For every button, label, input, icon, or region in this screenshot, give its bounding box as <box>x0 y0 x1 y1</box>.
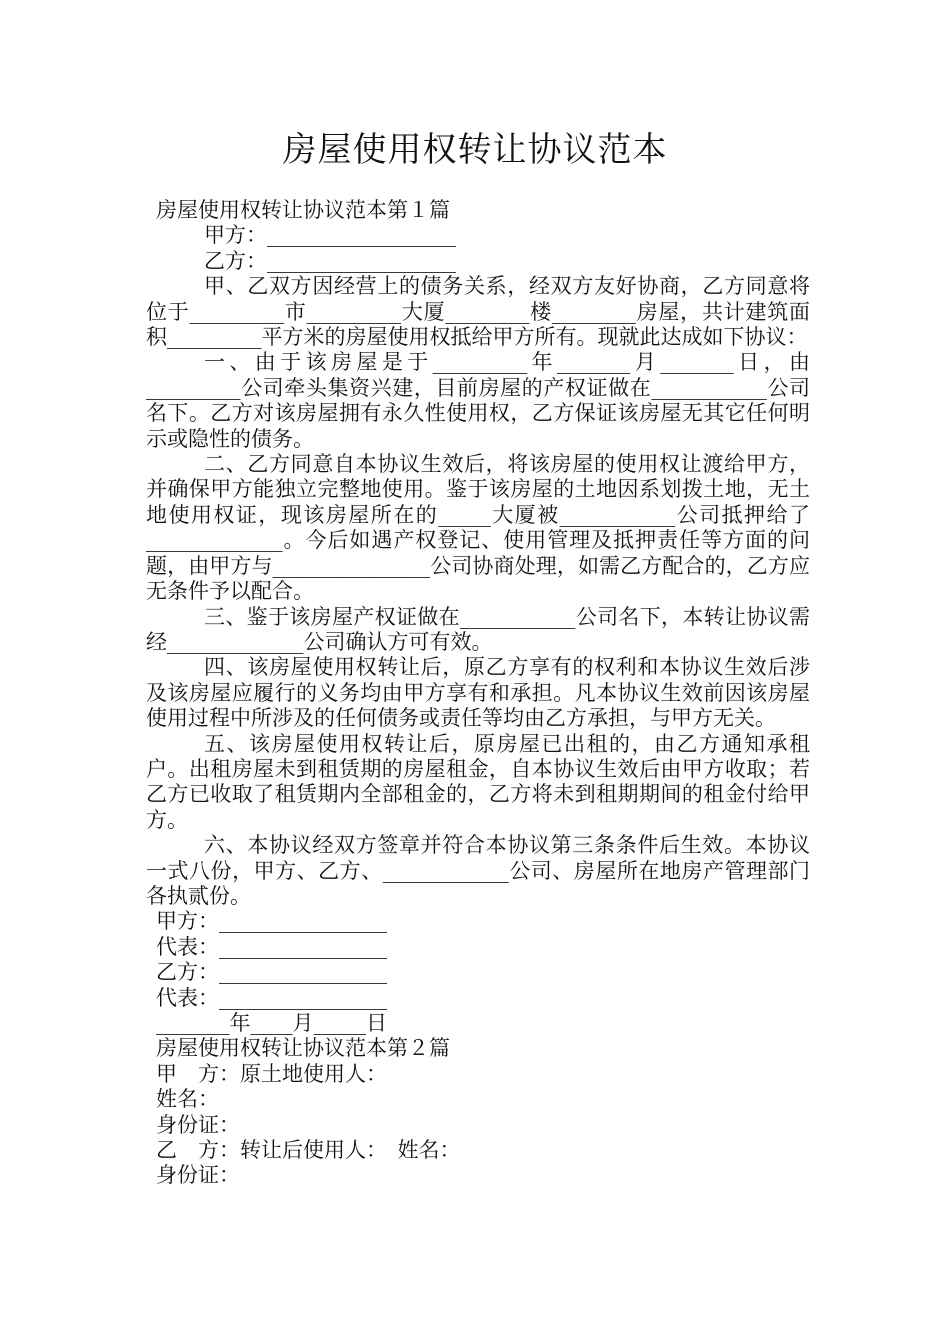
intro-paragraph: 甲、乙双方因经营上的债务关系，经双方友好协商，乙方同意将位于_________市_________大厦________楼________房屋，共计建筑面积_________平方米的房屋使用权抵给甲方所有。现就此达成如下协议： <box>146 274 810 350</box>
document-body <box>146 198 810 1189</box>
clause-4: 四、该房屋使用权转让后，原乙方享有的权利和本协议生效后涉及该房屋应履行的义务均由甲方享有和承担。凡本协议生效前因该房屋使用过程中所涉及的任何债务或责任等均由乙方承担，与甲方无关。 <box>146 655 810 731</box>
clause-6: 六、本协议经双方签章并符合本协议第三条条件后生效。本协议一式八份，甲方、乙方、____________公司、房屋所在地房产管理部门各执贰份。 <box>146 833 810 908</box>
clause-2: 二、乙方同意自本协议生效后，将该房屋的使用权让渡给甲方，并确保甲方能独立完整地使用。鉴于该房屋的土地因系划拨土地，无土地使用权证，现该房屋所在的_____大厦被___________公司抵押给了_____________。今后如遇产权登记、使用管理及抵押责任等方面的问题，由甲方与_______________公司协商处理，如需乙方配合的，乙方应无条件予以配合。 <box>146 452 810 604</box>
party-b-new-user: 乙 方：转让后使用人： 姓名： <box>156 1138 461 1163</box>
document-title: 房屋使用权转让协议范本 <box>282 130 668 170</box>
section-heading-1: 房屋使用权转让协议范本第１篇 <box>156 198 450 222</box>
party-a-id: 身份证： <box>156 1112 240 1137</box>
clause-3: 三、鉴于该房屋产权证做在___________公司名下，本转让协议需经_____________公司确认方可有效。 <box>146 604 810 654</box>
clause-5: 五、该房屋使用权转让后，原房屋已出租的，由乙方通知承租户。出租房屋未到租赁期的房屋租金，自本协议生效后由甲方收取；若乙方已收取了租赁期内全部租金的，乙方将未到租期期间的租金付给甲方。 <box>146 731 810 832</box>
signature-date: _______年____月_____日 <box>156 1011 387 1035</box>
clause-1: 一、由于该房屋是于_________年_______月_______日，由_________公司牵头集资兴建，目前房屋的产权证做在___________公司名下。乙方对该房屋拥有永久性使用权，乙方保证该房屋无其它任何明示或隐性的债务。 <box>146 350 810 451</box>
party-b-line: 乙方：__________________ <box>204 248 456 273</box>
signature-rep-a: 代表：________________ <box>156 934 387 959</box>
party-a-original-user: 甲 方：原土地使用人： <box>156 1061 387 1086</box>
party-a-name: 姓名： <box>156 1087 219 1112</box>
party-a-line: 甲方：__________________ <box>204 223 456 248</box>
signature-party-b: 乙方：________________ <box>156 960 387 985</box>
party-b-id: 身份证： <box>156 1163 240 1188</box>
signature-party-a: 甲方：________________ <box>156 909 387 934</box>
section-heading-2: 房屋使用权转让协议范本第２篇 <box>156 1036 450 1061</box>
signature-rep-b: 代表：________________ <box>156 985 387 1010</box>
